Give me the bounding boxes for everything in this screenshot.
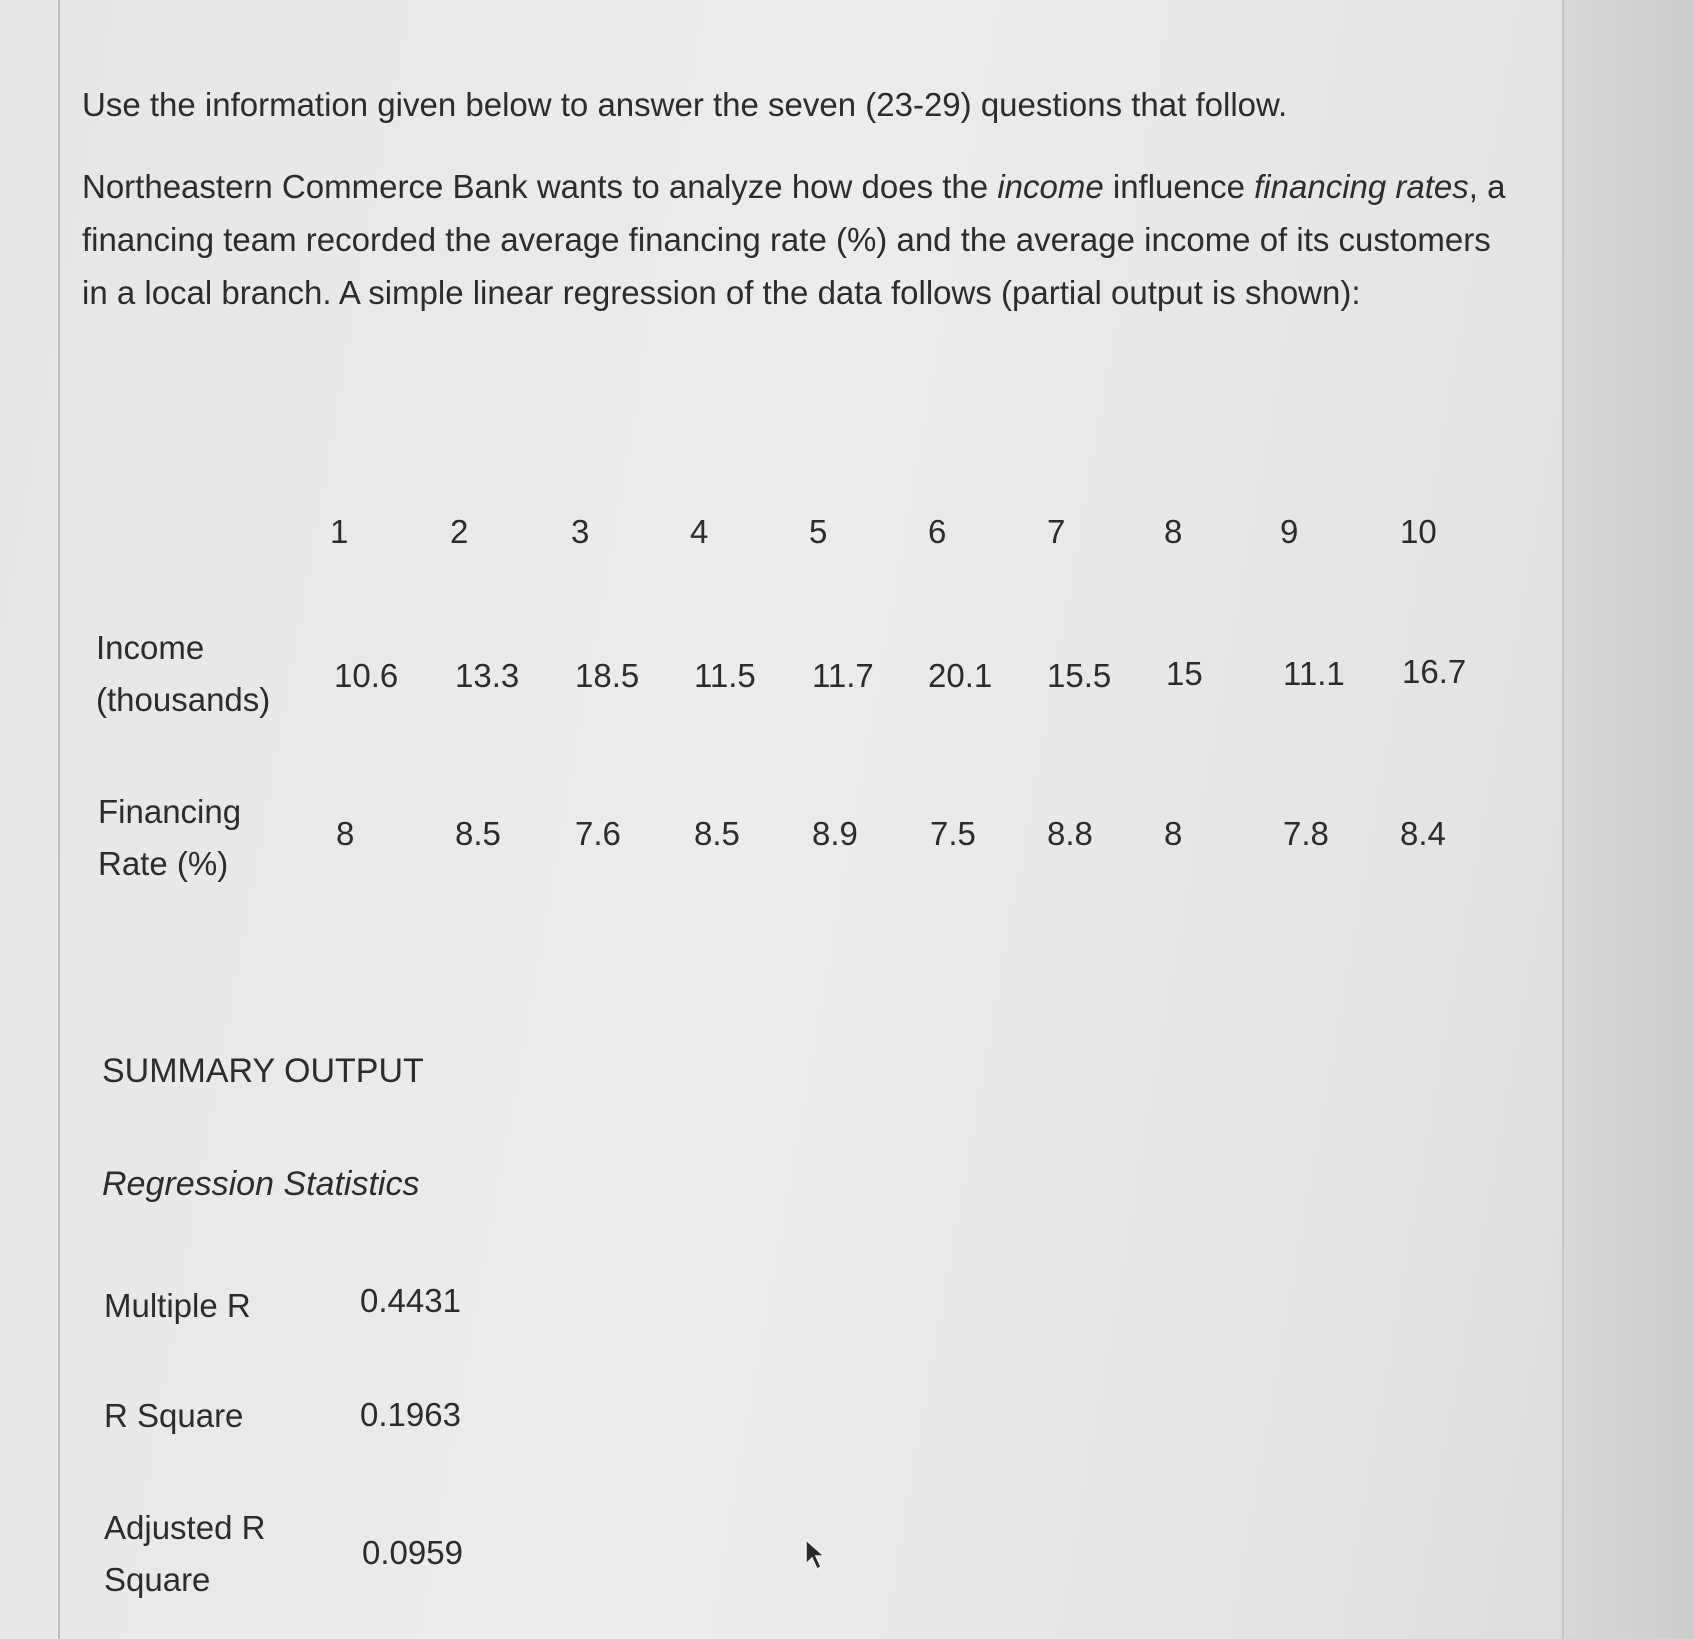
- income-cell: 20.1: [928, 657, 993, 694]
- column-header: 6: [928, 513, 947, 550]
- mouse-pointer-icon: [804, 1538, 830, 1572]
- income-row-label: Income (thousands): [96, 629, 271, 718]
- paragraph-text-1: Northeastern Commerce Bank wants to analyze how does the: [82, 168, 998, 205]
- adjusted-r-square-value: 0.0959: [362, 1534, 463, 1571]
- rate-cell: 8.8: [1047, 815, 1093, 852]
- column-header: 5: [809, 513, 828, 550]
- income-cell: 18.5: [575, 657, 640, 694]
- r-square-value: 0.1963: [360, 1396, 461, 1433]
- summary-output-title: SUMMARY OUTPUT: [102, 1052, 424, 1090]
- content-border-left: [58, 0, 60, 1639]
- column-header: 3: [571, 513, 590, 550]
- paragraph-text-2: influence: [1103, 168, 1255, 205]
- column-header: 2: [450, 513, 469, 550]
- multiple-r-value: 0.4431: [360, 1282, 461, 1319]
- income-cell: 15.5: [1047, 657, 1112, 694]
- rate-cell: 8.5: [694, 815, 740, 852]
- column-header: 10: [1400, 513, 1437, 550]
- rate-row-label: Financing Rate (%): [98, 793, 242, 882]
- income-cell: 13.3: [455, 657, 520, 694]
- rate-cell: 8.4: [1400, 815, 1446, 852]
- instructions-text: Use the information given below to answer the seven (23-29) questions that follow.: [82, 86, 1288, 123]
- income-cell: 10.6: [334, 657, 399, 694]
- paragraph-emphasis-income: income: [997, 168, 1104, 205]
- rate-cell: 8.5: [455, 815, 501, 852]
- income-cell: 16.7: [1402, 653, 1467, 690]
- rate-cell: 7.5: [930, 815, 976, 852]
- column-header: 1: [330, 513, 349, 550]
- column-header: 7: [1047, 513, 1066, 550]
- paragraph-text-3: , a financing team recorded the average financing rate (%) and the average income of its customers in a local branch. A simple linear regression of the data follows (partial output is shown):: [82, 168, 1506, 311]
- column-header: 8: [1164, 513, 1183, 550]
- rate-cell: 8: [1164, 815, 1183, 852]
- income-cell: 11.7: [812, 657, 874, 694]
- rate-cell: 8.9: [812, 815, 858, 852]
- income-cell: 11.1: [1283, 655, 1345, 692]
- paragraph-emphasis-financing-rates: financing rates: [1254, 168, 1469, 205]
- income-cell: 15: [1166, 655, 1203, 692]
- rate-cell: 7.6: [575, 815, 621, 852]
- rate-cell: 8: [336, 815, 355, 852]
- column-header: 9: [1280, 513, 1299, 550]
- column-header: 4: [690, 513, 709, 550]
- income-cell: 11.5: [694, 657, 756, 694]
- rate-cell: 7.8: [1283, 815, 1329, 852]
- right-margin: [1564, 0, 1694, 1639]
- adjusted-r-square-label: Adjusted R Square: [104, 1509, 266, 1598]
- problem-paragraph: [82, 160, 1522, 319]
- content-border-right: [1562, 0, 1564, 1639]
- r-square-label: R Square: [104, 1397, 244, 1434]
- regression-statistics-title: Regression Statistics: [102, 1165, 420, 1203]
- multiple-r-label: Multiple R: [104, 1287, 251, 1324]
